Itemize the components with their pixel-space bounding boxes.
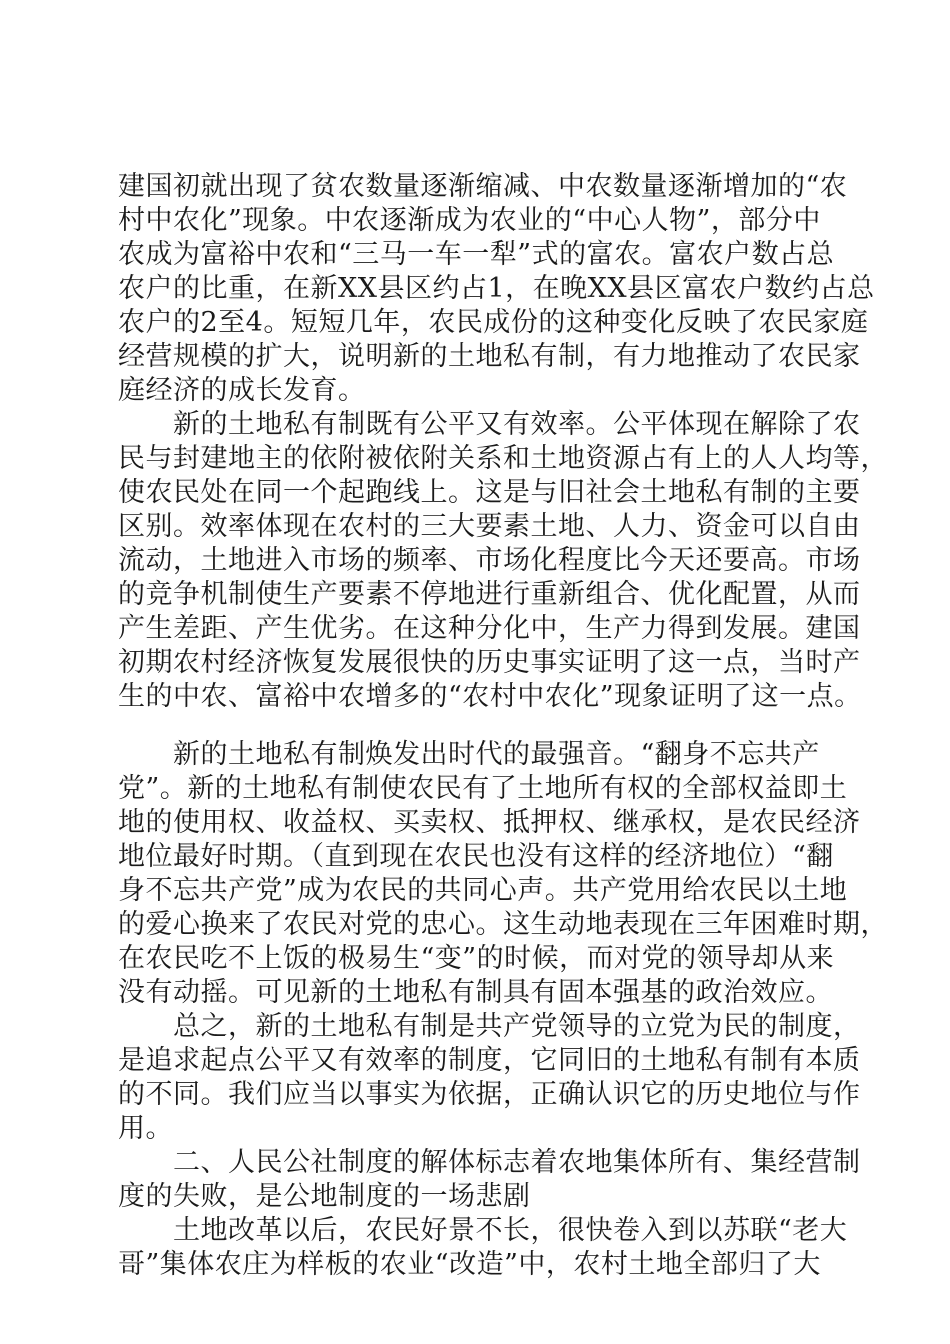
text-line: 用。: [118, 1113, 173, 1144]
text-line: 哥”集体农庄为样板的农业“改造”中，农村土地全部归了大: [118, 1249, 821, 1280]
text-line: 总之，新的土地私有制是共产党领导的立党为民的制度，: [118, 1011, 861, 1042]
text-line: 使农民处在同一个起跑线上。这是与旧社会土地私有制的主要: [118, 477, 861, 508]
text-line: 新的土地私有制既有公平又有效率。公平体现在解除了农: [118, 409, 861, 440]
text-line: 的爱心换来了农民对党的忠心。这生动地表现在三年困难时期，: [118, 909, 888, 940]
text-line: 生的中农、富裕中农增多的“农村中农化”现象证明了这一点。: [118, 681, 862, 712]
text-line: 农户的比重，在新XX县区约占1，在晚XX县区富农户数约占总: [118, 273, 875, 304]
text-line: 村中农化”现象。中农逐渐成为农业的“中心人物”，部分中: [118, 205, 821, 236]
text-line: 流动，土地进入市场的频率、市场化程度比今天还要高。市场: [118, 545, 861, 576]
text-line: 度的失败，是公地制度的一场悲剧: [118, 1181, 531, 1212]
text-line: 党”。新的土地私有制使农民有了土地所有权的全部权益即土: [118, 773, 848, 804]
text-line: 二、人民公社制度的解体标志着农地集体所有、集经营制: [118, 1147, 861, 1178]
text-line: 经营规模的扩大，说明新的土地私有制，有力地推动了农民家: [118, 341, 861, 372]
text-line: 新的土地私有制焕发出时代的最强音。“翻身不忘共产: [118, 739, 820, 770]
text-line: 地位最好时期。（直到现在农民也没有这样的经济地位）“翻: [118, 841, 834, 872]
text-line: 在农民吃不上饭的极易生“变”的时候，而对党的领导却从来: [118, 943, 835, 974]
text-line: 庭经济的成长发育。: [118, 375, 366, 406]
text-line: 农成为富裕中农和“三马一车一犁”式的富农。富农户数占总: [118, 239, 835, 270]
text-line: 没有动摇。可见新的土地私有制具有固本强基的政治效应。: [118, 977, 833, 1008]
text-line: 产生差距、产生优劣。在这种分化中，生产力得到发展。建国: [118, 613, 861, 644]
text-line: 土地改革以后，农民好景不长，很快卷入到以苏联“老大: [118, 1215, 848, 1246]
text-line: 建国初就出现了贫农数量逐渐缩减、中农数量逐渐增加的“农: [118, 171, 848, 202]
text-line: 的竞争机制使生产要素不停地进行重新组合、优化配置，从而: [118, 579, 861, 610]
text-line: 农户的2至4。短短几年，农民成份的这种变化反映了农民家庭: [118, 307, 869, 338]
text-line: 初期农村经济恢复发展很快的历史事实证明了这一点，当时产: [118, 647, 861, 678]
text-line: 身不忘共产党”成为农民的共同心声。共产党用给农民以土地: [118, 875, 848, 906]
text-line: 是追求起点公平又有效率的制度，它同旧的土地私有制有本质: [118, 1045, 861, 1076]
text-line: 区别。效率体现在农村的三大要素土地、人力、资金可以自由: [118, 511, 861, 542]
text-line: 民与封建地主的依附被依附关系和土地资源占有上的人人均等，: [118, 443, 888, 474]
text-line: 地的使用权、收益权、买卖权、抵押权、继承权，是农民经济: [118, 807, 861, 838]
text-line: 的不同。我们应当以事实为依据，正确认识它的历史地位与作: [118, 1079, 861, 1110]
